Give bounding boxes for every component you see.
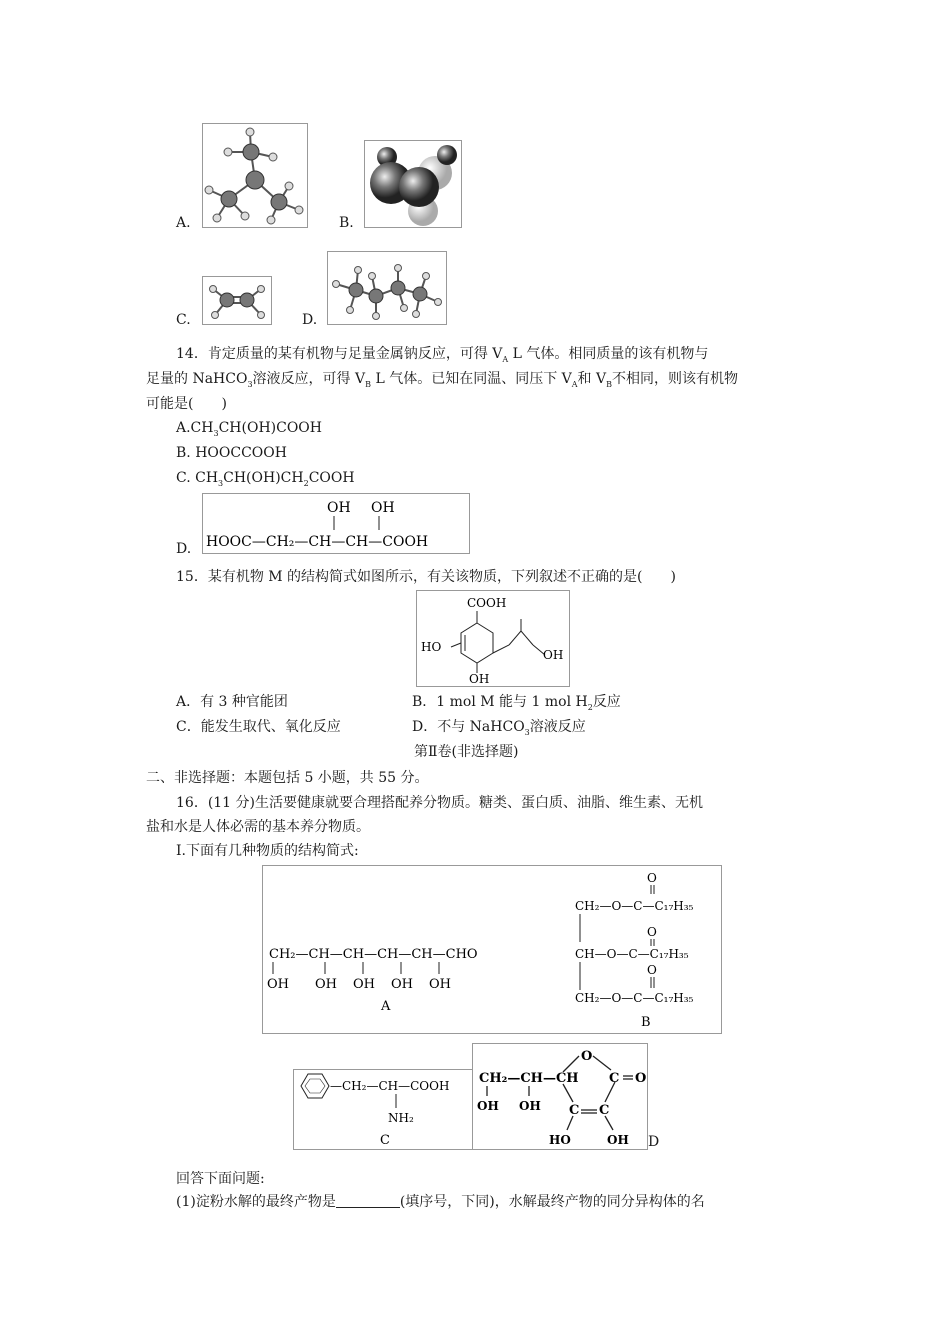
option-c-label: C.: [176, 312, 191, 328]
q16-part1: (1)淀粉水解的最终产物是 (填序号，下同)，水解最终产物的同分异构体的名: [176, 1194, 705, 1210]
structure-a-label: A: [381, 999, 391, 1014]
oh-label: OH: [429, 977, 451, 992]
q15-option-b: B．1 mol M 能与 1 mol $H_2$反应: [412, 694, 621, 712]
oh-label: OH: [607, 1133, 629, 1147]
q16-line2: 盐和水是人体必需的基本养分物质。: [146, 819, 370, 835]
option-a-label: A.: [176, 215, 191, 231]
oh-label: OH: [391, 977, 413, 992]
q14-option-c: C. $CH_3CH(OH)CH_2COOH$: [176, 470, 355, 488]
nh2-label: NH₂: [388, 1111, 414, 1125]
oh-label: OH: [327, 500, 351, 516]
carbonyl-o: O: [647, 925, 657, 939]
carbonyl-o: O: [647, 963, 657, 977]
q16-line1: 16．(11 分)生活要健康就要合理搭配养分物质。糖类、蛋白质、油脂、维生素、无机: [176, 795, 704, 811]
structure-b-row2: CH—O—C—C₁₇H₃₅: [575, 947, 689, 961]
q14-line3: 可能是( ): [146, 396, 227, 412]
q14-line2: 足量的 NaHCO$_3$溶液反应，可得 $V_B$ L 气体。已知在同温、同压下 $V_A$和 $V_B$不相同，则该有机物: [146, 371, 738, 389]
structure-b-row1: CH₂—O—C—C₁₇H₃₅: [575, 899, 694, 913]
q14-option-b: B. HOOCCOOH: [176, 445, 287, 461]
ho-label: HO: [421, 640, 442, 654]
q15-option-c: C．能发生取代、氧化反应: [176, 719, 341, 735]
model-c-ball-stick: [202, 276, 272, 325]
q15-option-d: D．不与 NaHCO$_3$溶液反应: [412, 719, 586, 737]
structure-c-chain: —CH₂—CH—COOH: [330, 1079, 450, 1093]
model-d-ball-stick: [327, 251, 447, 325]
structure-c-box: [293, 1069, 475, 1150]
oh-label: OH: [519, 1099, 541, 1113]
oh-label: OH: [315, 977, 337, 992]
structures-ab-box: [262, 865, 722, 1034]
q14-line1: 14．肯定质量的某有机物与足量金属钠反应，可得 $V_A$ L 气体。相同质量的该有机物与: [176, 346, 709, 364]
ho-label: HO: [549, 1133, 571, 1147]
ring-o: O: [581, 1049, 593, 1064]
oh-label: OH: [267, 977, 289, 992]
q15-stem: 15．某有机物 M 的结构简式如图所示，有关该物质，下列叙述不正确的是( ): [176, 569, 676, 585]
q14-option-a: $A.CH_3CH(OH)COOH$: [176, 420, 322, 438]
oh-label: OH: [469, 672, 490, 686]
structure-c-label: C: [380, 1133, 390, 1148]
q14-option-d-label: D.: [176, 541, 192, 557]
structure-a-chain: CH₂—CH—CH—CH—CH—CHO: [269, 947, 478, 962]
structure-chain: HOOC—CH₂—CH—CH—COOH: [206, 534, 429, 550]
section-heading: 二、非选择题：本题包括 5 小题，共 55 分。: [146, 770, 429, 786]
q14-option-d-structure: [202, 493, 470, 554]
q15-structure: [416, 590, 570, 687]
q16-line3: Ⅰ.下面有几种物质的结构简式:: [176, 843, 359, 859]
answer-intro: 回答下面问题:: [176, 1171, 265, 1187]
keto-o: O: [635, 1071, 647, 1086]
molecule-b-image: [365, 141, 461, 227]
structure-d-box: [472, 1043, 648, 1150]
ring-carbon: C: [569, 1103, 580, 1118]
model-b-space-filling: [364, 140, 462, 228]
q15-option-a: A．有 3 种官能团: [176, 694, 288, 710]
structure-b-label: B: [641, 1015, 651, 1030]
carbonyl-o: O: [647, 871, 657, 885]
oh-label: OH: [353, 977, 375, 992]
model-a-ball-stick: [202, 123, 308, 228]
answer-blank[interactable]: [336, 1194, 400, 1208]
structure-b-row3: CH₂—O—C—C₁₇H₃₅: [575, 991, 694, 1005]
oh-label: OH: [543, 648, 564, 662]
option-b-label: B.: [339, 215, 354, 231]
molecule-d-image: [328, 252, 446, 324]
part2-title: 第Ⅱ卷(非选择题): [414, 744, 519, 760]
structure-d-label: D: [648, 1134, 660, 1150]
oh-label: OH: [477, 1099, 499, 1113]
molecule-c-image: [203, 277, 271, 324]
option-d-label: D.: [302, 312, 318, 328]
ring-carbon: C: [609, 1071, 620, 1086]
oh-label: OH: [371, 500, 395, 516]
structure-d-chain: CH₂—CH—CH: [479, 1071, 579, 1086]
molecule-a-image: [203, 124, 307, 227]
ring-carbon: C: [599, 1103, 610, 1118]
cooh-label: COOH: [467, 596, 507, 610]
